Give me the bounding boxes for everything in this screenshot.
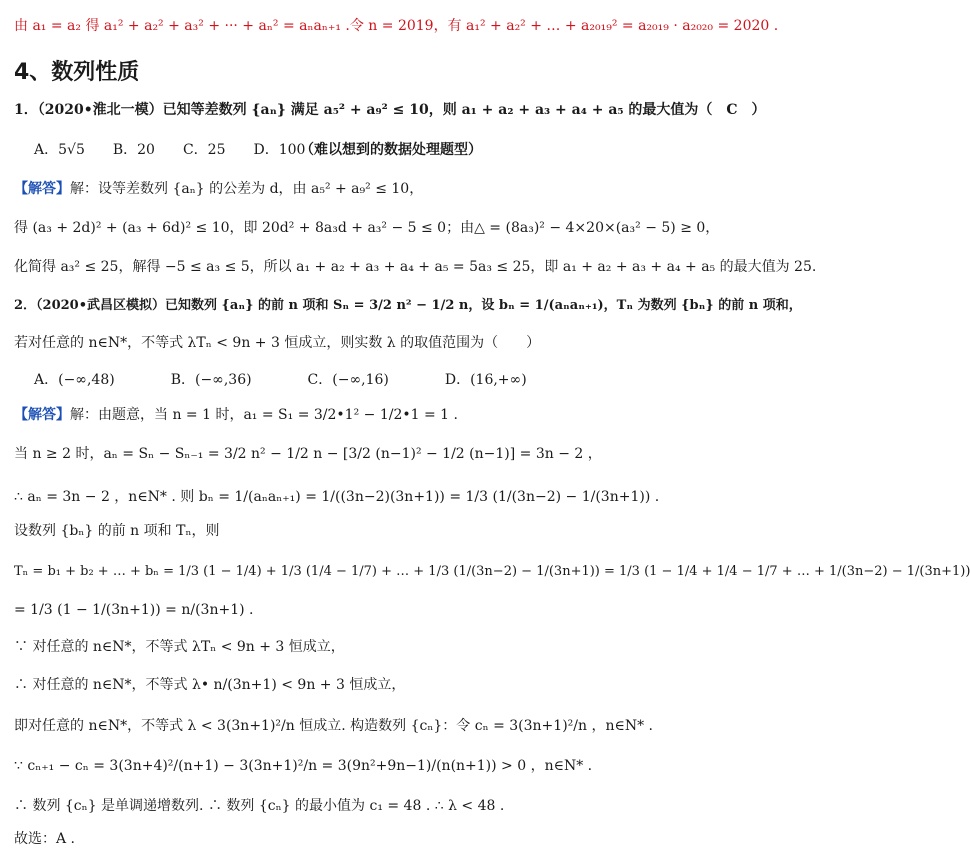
problem-2-stem-cont: 若对任意的 n∈N*，不等式 λTₙ < 9n + 3 恒成立，则实数 λ 的取值范围为（ ） <box>14 335 541 351</box>
problem-2-solution-6: = 1/3 (1 − 1/(3n+1)) = n/(3n+1) . <box>14 602 254 618</box>
problem-1-stem: 1．（2020•淮北一模）已知等差数列 {aₙ} 满足 a₅² + a₉² ≤ 10，则 a₁ + a₂ + a₃ + a₄ + a₅ 的最大值为（ C ） <box>14 102 766 118</box>
solution-tag: 【解答】 <box>14 181 70 197</box>
solution-tag: 【解答】 <box>14 407 70 423</box>
problem-2-solution-5: Tₙ = b₁ + b₂ + … + bₙ = 1/3 (1 − 1/4) + 1/3 (1/4 − 1/7) + … + 1/3 (1/(3n−2) − 1/(3n+1)) = 1/3 (1 − 1/4 + 1/4 − 1/7 + … + 1/(3n−2) − 1/(3n+1)) <box>14 564 970 579</box>
problem-2-solution-1 <box>14 405 630 425</box>
continuation-line: 由 a₁ = a₂ 得 a₁² + a₂² + a₃² + ··· + aₙ² = aₙaₙ₊₁ .令 n = 2019，有 a₁² + a₂² + … + a₂₀₁₉² = a₂₀₁₉ · a₂₀₂₀ = 2020 . <box>14 18 779 34</box>
problem-1-note: （难以想到的数据处理题型） <box>300 142 482 158</box>
solution-text: 解：设等差数列 {aₙ} 的公差为 d，由 a₅² + a₉² ≤ 10， <box>70 181 424 197</box>
problem-1-solution-3: 化简得 a₃² ≤ 25，解得 −5 ≤ a₃ ≤ 5，所以 a₁ + a₂ + a₃ + a₄ + a₅ = 5a₃ ≤ 25，即 a₁ + a₂ + a₃ + a₄ + a₅ 的最大值为 25. <box>14 259 817 275</box>
problem-2-options: A．(−∞,48) B．(−∞,36) C．(−∞,16) D．(16,+∞) <box>34 372 527 388</box>
problem-2-solution-11: ∴ 数列 {cₙ} 是单调递增数列. ∴ 数列 {cₙ} 的最小值为 c₁ = 48 . ∴ λ < 48 . <box>14 798 505 814</box>
problem-2-solution-3: ∴ aₙ = 3n − 2 ，n∈N* . 则 bₙ = 1/(aₙaₙ₊₁) = 1/((3n−2)(3n+1)) = 1/3 (1/(3n−2) − 1/(3n+1)) . <box>14 489 660 505</box>
problem-2-stem: 2．（2020•武昌区模拟）已知数列 {aₙ} 的前 n 项和 Sₙ = 3/2 n² − 1/2 n，设 bₙ = 1/(aₙaₙ₊₁)，Tₙ 为数列 {bₙ} 的前 n 项和， <box>14 298 802 313</box>
problem-2-answer: 故选：A . <box>14 831 76 847</box>
problem-1-solution-1 <box>14 179 630 199</box>
section-heading: 4、数列性质 <box>14 60 140 85</box>
problem-2-solution-4: 设数列 {bₙ} 的前 n 项和 Tₙ，则 <box>14 523 220 539</box>
problem-2-solution-9: 即对任意的 n∈N*，不等式 λ < 3(3n+1)²/n 恒成立. 构造数列 {cₙ}：令 cₙ = 3(3n+1)²/n ，n∈N* . <box>14 718 653 734</box>
problem-1-options: A．5√5 B．20 C．25 D．100 <box>34 142 306 158</box>
problem-2-solution-7: ∵ 对任意的 n∈N*，不等式 λTₙ < 9n + 3 恒成立， <box>14 639 345 655</box>
solution-text: 解：由题意，当 n = 1 时，a₁ = S₁ = 3/2•1² − 1/2•1 = 1 . <box>70 407 458 423</box>
problem-2-solution-2: 当 n ≥ 2 时，aₙ = Sₙ − Sₙ₋₁ = 3/2 n² − 1/2 n − [3/2 (n−1)² − 1/2 (n−1)] = 3n − 2 ， <box>14 446 602 462</box>
problem-1-solution-2: 得 (a₃ + 2d)² + (a₃ + 6d)² ≤ 10，即 20d² + 8a₃d + a₃² − 5 ≤ 0；由△ = (8a₃)² − 4×20×(a₃² − 5) ≥ 0， <box>14 220 720 236</box>
problem-2-solution-10: ∵ cₙ₊₁ − cₙ = 3(3n+4)²/(n+1) − 3(3n+1)²/n = 3(9n²+9n−1)/(n(n+1)) > 0 ，n∈N* . <box>14 758 593 774</box>
problem-2-solution-8: ∴ 对任意的 n∈N*，不等式 λ• n/(3n+1) < 9n + 3 恒成立， <box>14 677 406 693</box>
